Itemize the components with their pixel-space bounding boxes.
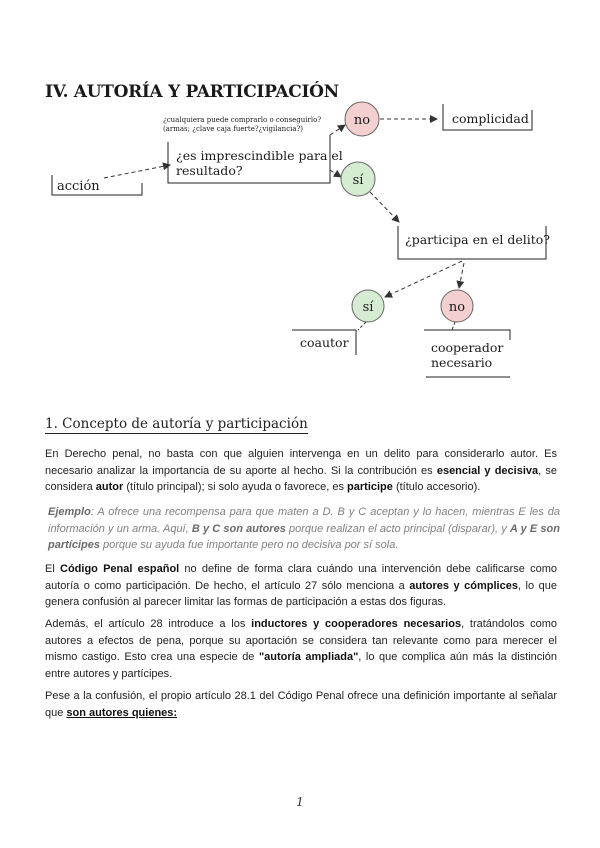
si-circle-1-label: sí [352,173,364,188]
paragraph-intro: En Derecho penal, no basta con que alguien intervenga en un delito para considerarlo autor. Es necesario analizar la importancia de su aporte al hecho. Si la contribución es esencial y decisiva, se considera autor (título principal); si solo ayuda o favorece, es participe (título accesorio). [45,448,557,493]
no-circle-1 [345,102,379,136]
question2-node [398,226,550,259]
arrow-q2-no [459,263,464,288]
cooperador-line1: cooperador [431,340,504,355]
cooperador-line2: necesario [431,355,493,370]
paragraph-codigo: El Código Penal español no define de forma clara cuándo una intervención debe calificarse como autoría o como participación. De hecho, el artículo 27 sólo menciona a autores y cómplices, lo que genera confusión al parecer limitar las formas de participación a estas dos figuras. [45,563,557,608]
si-circle-2-label: sí [362,300,374,315]
accion-node [52,175,142,195]
paragraph-articulo28: Además, el artículo 28 introduce a los inductores y cooperadores necesarios, tratándolos como autores a efectos de pena, porque su aportación se considera tan relevante como para merecer el mismo castigo. Esto crea una especie de "autoría ampliada", lo que complica aún más la distinción entre autores y partícipes. [45,618,557,680]
complicidad-label: complicidad [452,111,529,126]
si-circle-1 [341,162,375,196]
question1-node [168,135,343,183]
arrow-si2-coautor [358,322,366,330]
arrow-q1-no [330,125,345,135]
page-number: 1 [296,795,304,809]
section-title: 1. Concepto de autoría y participación [45,416,308,432]
hint-line2: (armas; ¿clave caja fuerte?¿vigilancia?) [163,125,304,133]
no-circle-1-label: no [353,113,371,128]
coautor-node [292,330,356,355]
arrow-no2-cooperador [452,322,455,330]
accion-label: acción [57,179,100,194]
si-circle-2 [352,290,384,322]
arrow-si-question2 [370,192,399,222]
hint-line1: ¿cualquiera puede comprarlo o conseguirlo? [163,116,322,124]
paragraph-example: Ejemplo: A ofrece una recompensa para que maten a D. B y C aceptan y lo hacen, mientras E les da información y un arma. Aquí, B y C son autores porque realizan el acto principal (disparar), y A y E son partícipes porque su ayuda fue importante pero no decisiva por sí sola. [48,506,560,551]
question1-line2: resultado? [176,163,243,178]
cooperador-node [424,330,510,377]
question1-line1: ¿es imprescindible para el [176,148,343,163]
question2-label: ¿participa en el delito? [405,232,551,247]
no-circle-2-label: no [448,300,466,315]
decision-diagram [0,0,600,400]
arrow-q1-si [330,170,341,177]
coautor-label: coautor [300,335,349,350]
page-title: IV. AUTORÍA Y PARTICIPACIÓN [45,82,339,102]
arrow-accion-question [104,165,170,178]
no-circle-2 [441,290,473,322]
paragraph-articulo28-1: Pese a la confusión, el propio artículo 28.1 del Código Penal ofrece una definición importante al señalar que son autores quienes: [45,690,557,719]
complicidad-node [443,104,532,130]
